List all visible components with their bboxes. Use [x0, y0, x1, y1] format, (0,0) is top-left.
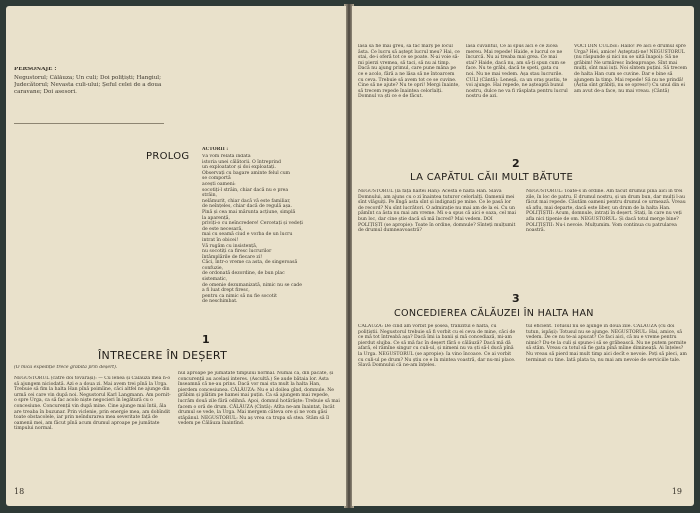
- prolog-line: de neînțeles, chiar dacă de regulă așa.: [202, 204, 292, 210]
- personaje-rule: [14, 123, 164, 124]
- prolog-line: Observați cu bagare aminte felul cum: [202, 170, 291, 176]
- prolog-line: de omenie dezumanizată, nimic nu se cade: [202, 282, 302, 288]
- prolog-line: confuzie,: [202, 265, 224, 271]
- prolog-line: nelămurit, chiar dacă vă este familiar,: [202, 198, 291, 204]
- section2-column-1: NEGUSTORUL (la fața haltei Han): Acesta e halta Han. Slavă Domnului, am ajuns cu o zi înaintea tuturor celorlalți. Oamenii mei sînt vlăguiți. Pe lîngă asta sînt și indignați pe mine. Ce le pasă lor de record? Nu sînt lucrători. O admirație nu mai am de la ei. Cu un pămînt ca ăsta nu mai am vreme. Mi s-a spus că aici e oaza, cel mai bun loc, dar cine știe dacă să mă încred? Mai vedem. DOI POLIȚIȘTI (se apropie): Toate în ordine, domnule? Sînteți mulțumit de drumul dumneavoastră?: [358, 189, 516, 234]
- prolog-line: de neschimbat.: [202, 299, 238, 305]
- prolog-line: acești oameni:: [202, 181, 236, 187]
- prolog-line: Pină și cea mai mărunta acțiune, simplă: [202, 209, 296, 215]
- prolog-line: mai cu seamă ciud e vorba de un lucru: [202, 232, 293, 238]
- section3-number: 3: [512, 292, 520, 305]
- prolog-line: pentru ca nimic să nu fie socotit: [202, 293, 277, 299]
- section2-title: LA CAPĂTUL CĂII MULT BĂTUTE: [410, 172, 574, 183]
- prolog-title: PROLOG: [146, 151, 190, 162]
- prolog-line: Vă rugăm cu insistență,: [202, 243, 258, 249]
- prolog-line: a fi luat drept firesc,: [202, 288, 250, 294]
- actorii-label: ACTORII :: [202, 147, 229, 152]
- top-column-3: VOCI DIN CULISE: Hallo! Pe aici e drumul spre Urga? Hei, amice! Așteptați-ne! NEGUSTORUL (nu răspunde și nici nu se uită înapoi): Să ne grăbim! Ne urmăresc îndeaproape. Sînt mai mulți, sînt mai iuți. Noi sîntem puțini. Să trecem de halta Han cum se cuvine. Dar e bine să ajungem la timp. Mai repede! Să nu ne prindă! (Ăștia sînt grăbiți, nu se opresc!) Cu unul din ei am avut de-a face, nu mai vreau. (Cântă): [574, 44, 687, 94]
- prolog-line: priviți-o cu neîncredere! Cercetați și vedeți: [202, 221, 303, 227]
- prolog-line: de ordonată dezordine, de bun plac: [202, 271, 285, 277]
- prolog-line: Căci, într-o vreme ca asta, de singeroasă: [202, 260, 298, 266]
- prolog-line: străin,: [202, 193, 218, 199]
- page-number-left: 18: [14, 487, 25, 496]
- prolog-line: se comportă: [202, 176, 231, 182]
- top-column-2: lasă cuvântul, Ce ai spus aici e ce zicea mereu. Mai repede! Haide, e lucrul ce ne încurcă. Nu ai treaba mai grea. Ce mai stai? Haide, dacă nu, am să-ți spun cum se face. Nu te grăbi, dacă te speti, gata cu noi. Nu ne mai vedem. Așa stau lucrurile. CULI (Cântă): Leneșă, ca un oraș pustiu, te voi ajunge. Hai repede, ne așteaptă bunul nostru, dulce ne va fi răsplata pentru lucrul nostru de azi.: [466, 44, 568, 100]
- top-column-1: lasă să fie mai greu, să fac marș pe locul ăsta. Ce lucru să aștept lucrul meu? Hai, ce stai, de-i oferă tot ce se poate. N-ai voie să-mi pierzi vremea, să taci, să nu ai timp. Dacă nu ajung primul, care pune mâna pe ce e acolo, fără a ne lăsa să ne întoarcem cu ceva. Trebuie să avem tot ce se cuvine. Cine să ne ajute? Nu te opri! Mergi înainte, să trecem repede înaintea celorlalți. Domnul va ști ce e de făcut.: [358, 44, 460, 100]
- prolog-line: de este necesară,: [202, 226, 243, 232]
- personaje-label: PERSONAJE :: [14, 67, 57, 72]
- section2-column-2: NEGUSTORUL: Toate-s în ordine. Am făcut drumul pînă aici în trei zile, în loc de patru. E drumul nostru, și un drum bun, dar mulți l-au făcut mai repede. Căutăm oameni pentru drumul ce urmează. Vreau să aflu, mai departe, dacă este liber, un drum de la halta Han. POLIȚIȘTII: Acum, domnule, intrați în deșert. Stați, în care nu veți afla nici țipenie de om. NEGUSTORUL: Și dacă totul merge bine? POLIȚIȘTII: Nu-i nevoie. Mulțumim. Vom continua cu patrularea noastră.: [526, 189, 686, 234]
- section1-column-2: nul aproape pe jumătate timpului normal. Numai că, din păcate, și concurenții au același interes. (Ascultă.) Se aude bătaia lor. Asta înseamnă că ne-au prins. Dacă vor mai sta mult la halta Han, pierdem concesiunea. CĂLĂUZA: Nu e al doilea gînd, domnule. Ne grăbim și plătim pe hamei mai puțin. Ca să ajungem mai repede, lucrăm două zile fără odihnă. Apoi, domnul hotărăște: Trebuie să mai facem o oră de drum. CĂLĂUZA (Cîntă): Atîta ne-am înaintat, încât drumul se vede, la Urga. Mai mergem câteva ore și ne vom găsi stăpânul. NEGUSTORUL: Nu aș vrea ca trupa să stea. Stăm să îl vedem pe Călăuza înaintînd.: [178, 371, 340, 427]
- prolog-line: Vă vom relata indată: [202, 154, 251, 159]
- prolog-line: un exploatator și doi exploatați.: [202, 165, 276, 171]
- prolog-line: sistematic,: [202, 277, 228, 283]
- section2-number: 2: [512, 157, 520, 170]
- prolog-verse: [202, 154, 340, 336]
- prolog-line: socotiți-l străin, chiar dacă nu e prea: [202, 187, 289, 193]
- prolog-line: la aparență,: [202, 215, 231, 221]
- section1-column-1: NEGUSTORUL (către doi tovarăși): — Cu lenea și Călăuza mea n-o să ajungem niciodată. Azi e a doua zi. Mai avem trei pînă la Urga. Trebuie să fim la halta Han pînă poimîine, căci altfel ne ajunge din urmă cei care vin după noi. Negustorul Karl Langmann. Am pornit-o spre Urga, ca să fac acolo niște negocieri în legătură cu o concesiune. Concurenții vin după mine. Cine ajunge mai întii, ăla are treaba în buzunar. Prin viclenie, prin energie mea, am dobîndit toate obstacolele, iar prin neîndurarea mea severitate față de oamenii mei, am făcut pînă acum drumul aproape pe jumătate timpului normal.: [14, 376, 171, 432]
- section3-title: CONCEDIEREA CĂLĂUZEI ÎN HALTA HAN: [394, 308, 594, 319]
- personaje-text: Negustorul; Călăuza; Un culi; Doi polițiști; Hangiul; Judecătorul; Nevasta culi-ului; Șeful celei de a doua caravane; Doi asesori.: [14, 75, 162, 95]
- prolog-line: istoria unei călătorii. O întreprind: [202, 159, 281, 165]
- prolog-line: întâmplările de fiecare zi!: [202, 254, 263, 260]
- section3-column-1: CĂLĂUZA: De cînd am vorbit pe șosea, tranzitul e haltă, cu polițiștii. Negustorul trebuie să fi vorbit cu ei ceva de mine, căci de ce mă tot întreabă așa? Dacă îmi ia banii și mă concediază, mi-am pierdut slujba. Ce să mă fac în deșert fără o călăuză? Dacă mă dă afară, el rămîne singur cu culi-ul, și nimeni nu va ști să-l ducă pînă la Urga. NEGUSTORUL (se apropie): Ia vino încoace. Ce ai vorbit cu culi-ul pe drum? Nu știu ce e în mintea voastră, dar nu-mi place. Slavă Domnului că ne-am înțeles.: [358, 324, 516, 369]
- section1-epigraph: (O mică expediție trece grăbită prin deșert).: [14, 365, 118, 370]
- prolog-line: intrat în obicei!: [202, 237, 239, 243]
- section1-title: ÎNTRECERE ÎN DEȘERT: [98, 349, 228, 362]
- left-page: [6, 6, 346, 506]
- prolog-line: nu socotiți ca firesc lucrurilor: [202, 249, 272, 255]
- page-number-right: 19: [671, 487, 682, 496]
- section3-column-2: tul eficient. Totusul nu se ajunge în două zile. CĂLĂUZA (cu doi tutun, ispăși): Totusul nu se ajunge. NEGUSTORUL: Hai, amice, să vedem. De ce nu te-ai apucat? Ce faci aici, că nu e vreme pentru nimic? Du-te la culi și spune-i să se grăbească. Nu ne putem permite să stăm. Vreau ca totul să fie gata pînă mîine dimineață. Ai înțeles? Nu vreau să pierd mai mult timp aici decît e nevoie. Poți să pleci, am terminat cu tine. Iată plata ta, nu mai am nevoie de serviciile tale.: [526, 324, 687, 363]
- right-page: [352, 6, 694, 506]
- section1-number: 1: [202, 333, 210, 346]
